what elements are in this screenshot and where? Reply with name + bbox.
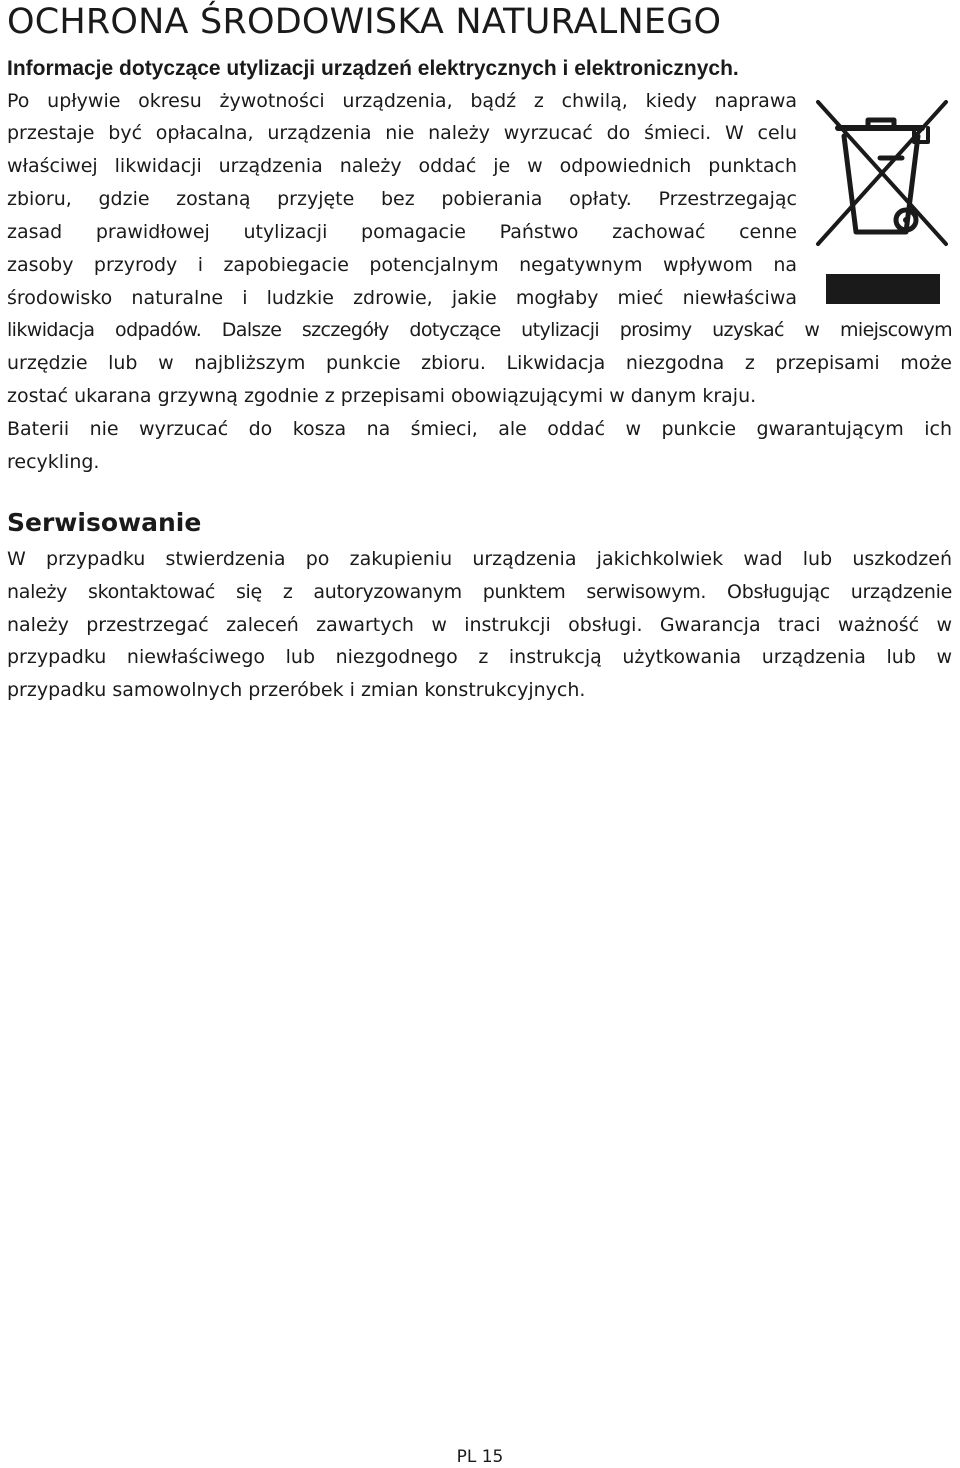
crossed-out-wheelie-bin-icon [810, 92, 950, 312]
disposal-paragraph-line: zostać ukarana grzywną zgodnie z przepisami obowiązującymi w danym kraju. [7, 385, 757, 407]
disposal-paragraph-line: przestaje być opłacalna, urządzenia nie należy wyrzucać do śmieci. W celu [7, 122, 797, 144]
service-paragraph-line: przypadku niewłaściwego lub niezgodnego z instrukcją użytkowania urządzenia lub w [7, 646, 952, 668]
disposal-paragraph-line: Po upływie okresu żywotności urządzenia, bądź z chwilą, kiedy naprawa [7, 90, 797, 112]
disposal-paragraph-line: środowisko naturalne i ludzkie zdrowie, jakie mogłaby mieć niewłaściwa [7, 287, 797, 309]
service-paragraph-line: należy przestrzegać zaleceń zawartych w instrukcji obsługi. Gwarancja traci ważność w [7, 614, 952, 636]
disposal-paragraph-line: zbioru, gdzie zostaną przyjęte bez pobierania opłaty. Przestrzegając [7, 188, 797, 210]
service-paragraph-line: należy skontaktować się z autoryzowanym punktem serwisowym. Obsługując urządzenie [7, 581, 952, 603]
disposal-paragraph-line: recykling. [7, 451, 100, 473]
page-number: PL 15 [456, 1447, 504, 1467]
service-heading: Serwisowanie [7, 508, 202, 537]
disposal-subheading: Informacje dotyczące utylizacji urządzeń elektrycznych i elektronicznych. [7, 57, 739, 80]
service-paragraph-line: W przypadku stwierdzenia po zakupieniu urządzenia jakichkolwiek wad lub uszkodzeń [7, 548, 952, 570]
service-paragraph-line: przypadku samowolnych przeróbek i zmian konstrukcyjnych. [7, 679, 586, 701]
disposal-paragraph-line: likwidacja odpadów. Dalsze szczegóły dotyczące utylizacji prosimy uzyskać w miejscowym [7, 319, 952, 341]
disposal-paragraph-line: urzędzie lub w najbliższym punkcie zbioru. Likwidacja niezgodna z przepisami może [7, 352, 952, 374]
disposal-paragraph-line: zasad prawidłowej utylizacji pomagacie Państwo zachować cenne [7, 221, 797, 243]
disposal-paragraph-line: zasoby przyrody i zapobiegacie potencjalnym negatywnym wpływom na [7, 254, 797, 276]
disposal-paragraph-line: właściwej likwidacji urządzenia należy oddać je w odpowiednich punktach [7, 155, 797, 177]
page-title: OCHRONA ŚRODOWISKA NATURALNEGO [7, 2, 722, 42]
disposal-paragraph-line: Baterii nie wyrzucać do kosza na śmieci, ale oddać w punkcie gwarantującym ich [7, 418, 952, 440]
